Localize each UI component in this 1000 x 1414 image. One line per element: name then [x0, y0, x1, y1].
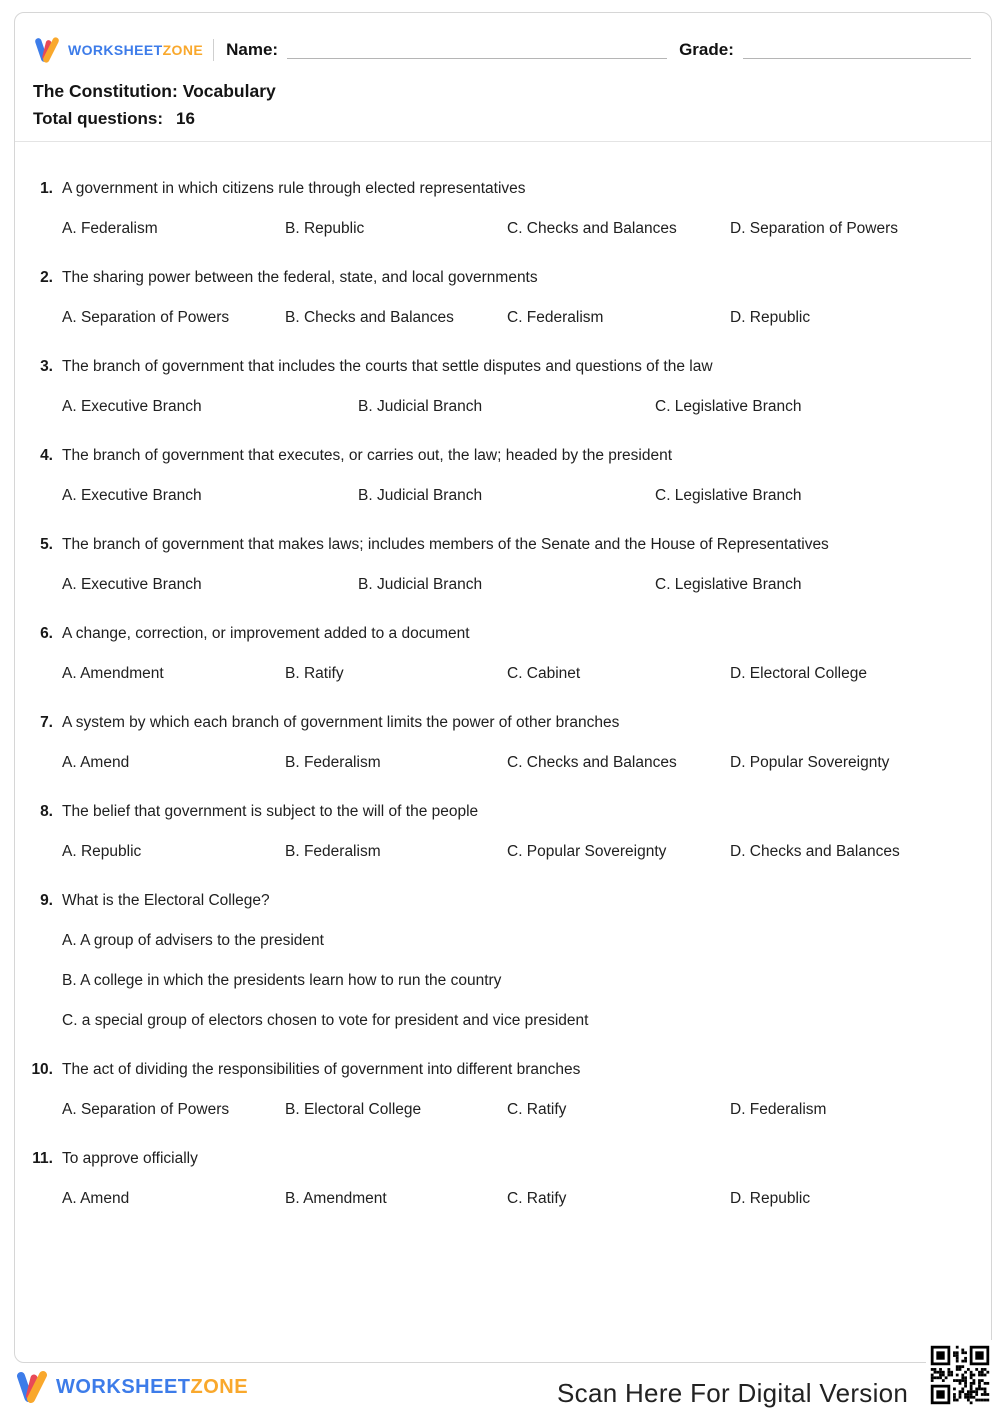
- answer-option: B. Amendment: [285, 1190, 387, 1207]
- question-number: 6.: [40, 625, 53, 642]
- answer-option: C. Legislative Branch: [655, 487, 802, 504]
- question-number: 2.: [40, 269, 53, 286]
- answer-option: B. A college in which the presidents learn how to run the country: [62, 972, 502, 989]
- wordmark-worksheet: WORKSHEET: [56, 1375, 191, 1398]
- question-text: The branch of government that executes, or carries out, the law; headed by the president: [62, 447, 673, 464]
- answer-option: B. Electoral College: [285, 1101, 422, 1118]
- question-number: 7.: [40, 714, 53, 731]
- qr-code-image: [928, 1343, 992, 1407]
- answer-option: C. Federalism: [507, 309, 604, 326]
- question-text: The branch of government that makes laws; includes members of the Senate and the House of Representatives: [62, 536, 829, 553]
- grade-blank-line: [743, 47, 971, 59]
- answer-option: A. Separation of Powers: [62, 1101, 230, 1118]
- question: [31, 889, 971, 1033]
- answer-option: C. Ratify: [507, 1190, 567, 1207]
- worksheetzone-wordmark: [68, 42, 203, 58]
- answer-option: D. Republic: [730, 309, 811, 326]
- answer-option: B. Judicial Branch: [358, 487, 483, 504]
- questions: [15, 142, 991, 1211]
- answer-option: D. Electoral College: [730, 665, 867, 682]
- question: [31, 711, 971, 775]
- answer-option: C. a special group of electors chosen to vote for president and vice president: [62, 1012, 589, 1029]
- question-number: 1.: [40, 180, 53, 197]
- question-text: The belief that government is subject to the will of the people: [62, 803, 479, 820]
- answer-option: D. Popular Sovereignty: [730, 754, 890, 771]
- question-text: To approve officially: [62, 1150, 198, 1167]
- question-options: [62, 840, 971, 864]
- question-text: The branch of government that includes the courts that settle disputes and questions of the law: [62, 358, 713, 375]
- header-divider-pipe: [213, 39, 214, 61]
- answer-option: B. Judicial Branch: [358, 398, 483, 415]
- answer-option: D. Separation of Powers: [730, 220, 899, 237]
- answer-option: B. Republic: [285, 220, 365, 237]
- answer-option: C. Cabinet: [507, 665, 581, 682]
- question-options: [62, 573, 971, 597]
- worksheet-card: [14, 12, 992, 1363]
- question-text: What is the Electoral College?: [62, 892, 270, 909]
- question-text: A government in which citizens rule through elected representatives: [62, 180, 526, 197]
- question: [31, 622, 971, 686]
- qr-code: [926, 1340, 994, 1410]
- answer-option: C. Popular Sovereignty: [507, 843, 667, 860]
- answer-option: C. Checks and Balances: [507, 754, 677, 771]
- answer-option: D. Checks and Balances: [730, 843, 900, 860]
- question-options: [62, 751, 971, 775]
- answer-option: A. Executive Branch: [62, 398, 202, 415]
- answer-option: B. Checks and Balances: [285, 309, 454, 326]
- footer-wordmark: [56, 1376, 248, 1399]
- question-options: [62, 306, 971, 330]
- question-text: A change, correction, or improvement added to a document: [62, 625, 470, 642]
- answer-option: C. Checks and Balances: [507, 220, 677, 237]
- question-options: [62, 395, 971, 419]
- name-label: Name:: [226, 40, 279, 59]
- answer-option: A. Amendment: [62, 665, 164, 682]
- total-questions: [33, 109, 991, 129]
- question-text: The sharing power between the federal, state, and local governments: [62, 269, 538, 286]
- answer-option: A. Federalism: [62, 220, 158, 237]
- answer-option: A. Separation of Powers: [62, 309, 230, 326]
- header: [15, 13, 991, 71]
- worksheetzone-logo: [32, 35, 203, 65]
- question-options: [62, 1098, 971, 1122]
- wordmark-zone: ZONE: [162, 42, 204, 58]
- question: [31, 800, 971, 864]
- question: [31, 355, 971, 419]
- wordmark-zone: ZONE: [190, 1375, 249, 1398]
- answer-option: D. Republic: [730, 1190, 811, 1207]
- worksheetzone-w-icon: [14, 1368, 50, 1406]
- answer-option: A. A group of advisers to the president: [62, 932, 324, 949]
- answer-option: B. Ratify: [285, 665, 344, 682]
- question-number: 9.: [40, 892, 53, 909]
- question-options: [62, 929, 971, 1033]
- answer-option: B. Federalism: [285, 754, 381, 771]
- total-questions-label: Total questions:: [33, 109, 164, 128]
- question-number: 8.: [40, 803, 53, 820]
- question: [31, 266, 971, 330]
- question-options: [62, 1187, 971, 1211]
- question-options: [62, 484, 971, 508]
- worksheetzone-w-icon: [32, 35, 62, 65]
- answer-option: C. Legislative Branch: [655, 576, 802, 593]
- question-options: [62, 217, 971, 241]
- question-number: 11.: [32, 1150, 53, 1167]
- worksheet-title: The Constitution: Vocabulary: [33, 81, 276, 101]
- answer-option: B. Federalism: [285, 843, 381, 860]
- question: [31, 533, 971, 597]
- total-questions-value: 16: [176, 109, 195, 128]
- scan-here-text: Scan Here For Digital Version: [557, 1378, 909, 1408]
- answer-option: A. Executive Branch: [62, 576, 202, 593]
- answer-option: A. Amend: [62, 754, 130, 771]
- question: [31, 1058, 971, 1122]
- question-number: 4.: [40, 447, 53, 464]
- answer-option: A. Amend: [62, 1190, 130, 1207]
- question-number: 5.: [40, 536, 53, 553]
- grade-label: Grade:: [679, 40, 734, 59]
- question: [31, 177, 971, 241]
- answer-option: A. Republic: [62, 843, 142, 860]
- question-text: The act of dividing the responsibilities of government into different branches: [62, 1061, 581, 1078]
- question-number: 3.: [40, 358, 53, 375]
- answer-option: B. Judicial Branch: [358, 576, 483, 593]
- answer-option: D. Federalism: [730, 1101, 827, 1118]
- answer-option: C. Legislative Branch: [655, 398, 802, 415]
- question: [31, 444, 971, 508]
- question: [31, 1147, 971, 1211]
- question-options: [62, 662, 971, 686]
- wordmark-worksheet: WORKSHEET: [68, 42, 163, 58]
- question-number: 10.: [31, 1061, 53, 1078]
- footer-worksheetzone-logo: [14, 1368, 248, 1406]
- name-blank-line: [287, 47, 667, 59]
- answer-option: A. Executive Branch: [62, 487, 202, 504]
- question-text: A system by which each branch of government limits the power of other branches: [62, 714, 620, 731]
- answer-option: C. Ratify: [507, 1101, 567, 1118]
